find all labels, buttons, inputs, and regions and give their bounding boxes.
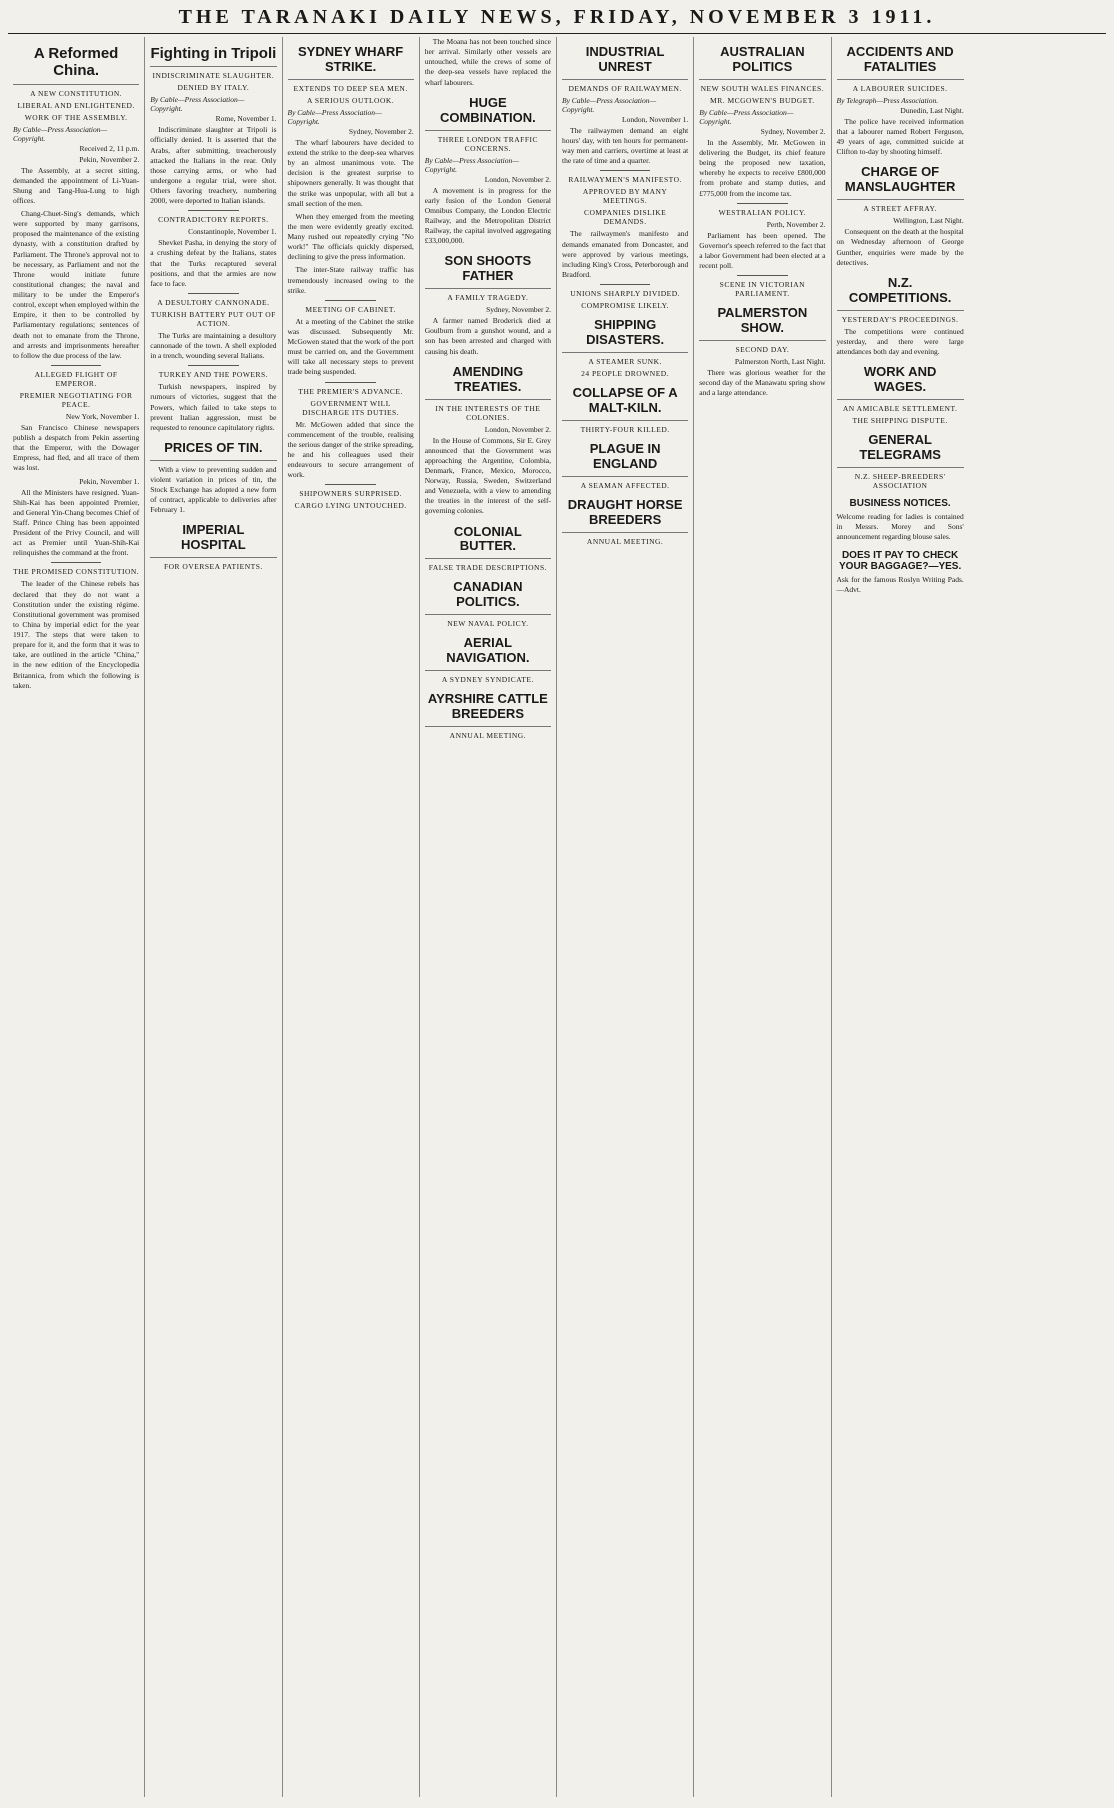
subheading: RAILWAYMEN'S MANIFESTO. xyxy=(568,175,682,185)
subheading: GOVERNMENT WILL DISCHARGE ITS DUTIES. xyxy=(302,398,400,417)
subheading: MR. MCGOWEN'S BUDGET. xyxy=(710,95,815,105)
column-1 xyxy=(8,37,145,1797)
dateline: London, November 1. xyxy=(622,114,689,124)
subheading: TURKISH BATTERY PUT OUT OF ACTION. xyxy=(150,309,276,328)
paragraph: San Francisco Chinese newspapers publish a despatch from Pekin asserting that the Emperor, with the Dowager Empress, had fled, and all trace of them was lost. xyxy=(13,422,140,473)
subheading: THIRTY-FOUR KILLED. xyxy=(580,424,670,434)
headline: N.Z. COMPETITIONS. xyxy=(837,274,964,311)
headline: Fighting in Tripoli xyxy=(150,43,276,67)
dateline: Wellington, Last Night. xyxy=(893,216,964,226)
divider xyxy=(600,170,651,171)
paragraph: The competitions were continued yesterday, and there were large attendances both day and evening. xyxy=(836,326,964,356)
headline: AUSTRALIAN POLITICS xyxy=(699,43,825,80)
paragraph: There was glorious weather for the second day of the Manawatu spring show and a large attendance. xyxy=(699,368,826,398)
subheading: DEMANDS OF RAILWAYMEN. xyxy=(568,83,682,93)
dateline: Constantinople, November 1. xyxy=(188,227,277,237)
paragraph: All the Ministers have resigned. Yuan-Shih-Kai has been appointed Premier, and General Yin-Chang becomes Chief of Staff. Prince Ching has been appointed President of the Privy Council, and will act as Premier until Yuan-Shih-Kai relinquishes the command at the front. xyxy=(13,487,140,558)
divider xyxy=(600,284,651,285)
divider xyxy=(51,365,102,366)
columns xyxy=(8,37,1106,1797)
subheading: A SEAMAN AFFECTED. xyxy=(580,480,670,490)
subheading: NEW NAVAL POLICY. xyxy=(447,619,529,629)
paragraph: The Turks are maintaining a desultory cannonade of the town. A shell exploded in a trench, wounding several Italians. xyxy=(150,330,277,361)
paragraph: The railwaymen demand an eight hours' day, with ten hours for permanent-way men and carriers, overtime at least at the rate of time and a quarter. xyxy=(562,125,689,166)
subheading: MEETING OF CABINET. xyxy=(305,304,396,314)
column-5 xyxy=(557,37,694,1797)
paragraph: A farmer named Broderick died at Goulburn from a gunshot wound, and a son has been arrested and charged with causing his death. xyxy=(424,316,551,356)
byline: By Cable—Press Association—Copyright. xyxy=(150,95,245,114)
column-4 xyxy=(420,37,557,1797)
dateline: Pekin, November 1. xyxy=(79,476,140,486)
subheading: A SYDNEY SYNDICATE. xyxy=(441,675,534,685)
headline: COLONIAL BUTTER. xyxy=(425,523,551,560)
byline: By Cable—Press Association—Copyright. xyxy=(287,107,382,126)
byline: By Cable—Press Association—Copyright. xyxy=(13,124,108,143)
paragraph: Shevket Pasha, in denying the story of a crushing defeat by the Italians, states that the Turks recaptured several positions, and that the armies are now face to face. xyxy=(150,238,277,288)
paragraph: The railwaymen's manifesto and demands emanated from Doncaster, and were approved by various meetings, including King's Cross, Peterborough and Bradford. xyxy=(562,229,689,279)
paragraph: The wharf labourers have decided to extend the strike to the deep-sea wharves by an almost unanimous vote. The decision is the greatest surprise to shipowners generally. It was thought that the strike was unpopular, with all but a small section of the men. xyxy=(287,137,414,208)
headline: SON SHOOTS FATHER xyxy=(425,252,551,289)
dateline: Sydney, November 2. xyxy=(486,305,551,315)
byline: By Telegraph—Press Association. xyxy=(836,95,939,105)
subheading: ALLEGED FLIGHT OF EMPEROR. xyxy=(34,369,118,388)
subheading: AN AMICABLE SETTLEMENT. xyxy=(842,403,958,413)
divider xyxy=(188,210,239,211)
subheading: LIBERAL AND ENLIGHTENED. xyxy=(17,100,135,110)
headline: PALMERSTON SHOW. xyxy=(699,304,825,341)
advertisement: Welcome reading for ladies is contained in Messrs. Morey and Sons' announcement regarding blouse sales. xyxy=(836,511,964,541)
masthead: THE TARANAKI DAILY NEWS, FRIDAY, NOVEMBER 3 1911. xyxy=(8,6,1106,34)
dateline: London, November 2. xyxy=(484,424,551,434)
paragraph: The police have received information that a labourer named Robert Ferguson, 49 years of age, committed suicide at Clifton to-day by shooting himself. xyxy=(836,116,964,157)
subheading: 24 PEOPLE DROWNED. xyxy=(581,368,670,378)
dateline: Sydney, November 2. xyxy=(760,126,826,136)
dateline: Perth, November 2. xyxy=(766,219,826,229)
subheading: ANNUAL MEETING. xyxy=(586,536,664,546)
subheading: ANNUAL MEETING. xyxy=(449,731,527,740)
subheading: IN THE INTERESTS OF THE COLONIES. xyxy=(435,403,541,422)
headline: CHARGE OF MANSLAUGHTER xyxy=(837,163,964,200)
headline: COLLAPSE OF A MALT-KILN. xyxy=(562,384,688,421)
byline: By Cable—Press Association—Copyright. xyxy=(562,95,657,114)
paragraph: The Assembly, at a secret sitting, demanded the appointment of Li-Yuan-Shung and Tang-Hua-Lung to high offices. xyxy=(13,165,140,205)
column-6 xyxy=(694,37,831,1797)
paragraph: With a view to preventing sudden and violent variation in prices of tin, the Stock Exchange has adopted a new form of contract, applicable to deliveries after February 1. xyxy=(150,464,277,515)
paragraph: A movement is in progress for the early fusion of the London General Omnibus Company, the London Electric Railway, and the Metropolitan District Railway, the capital involved aggregating £33,000,000. xyxy=(424,185,551,246)
headline: AERIAL NAVIGATION. xyxy=(425,634,551,671)
subheading: THE PREMIER'S ADVANCE. xyxy=(298,386,403,396)
headline: ACCIDENTS AND FATALITIES xyxy=(837,43,964,80)
column-2 xyxy=(145,37,282,1797)
business-notices-heading: BUSINESS NOTICES. xyxy=(849,497,951,509)
dateline: Rome, November 1. xyxy=(215,114,277,124)
subheading: A STREET AFFRAY. xyxy=(863,204,937,214)
subheading: INDISCRIMINATE SLAUGHTER. xyxy=(152,71,275,81)
headline: PLAGUE IN ENGLAND xyxy=(562,440,688,477)
headline: GENERAL TELEGRAMS xyxy=(837,431,964,468)
headline: AYRSHIRE CATTLE BREEDERS xyxy=(425,690,551,727)
subheading: A NEW CONSTITUTION. xyxy=(30,88,123,98)
headline: CANADIAN POLITICS. xyxy=(425,578,551,615)
subheading: WESTRALIAN POLICY. xyxy=(718,207,807,217)
headline: WORK AND WAGES. xyxy=(837,363,964,400)
divider xyxy=(325,382,376,383)
paragraph: The Moana has not been touched since her arrival. Similarly other vessels are untouched, while the crews of some of the deep-sea vessels have replaced the wharf labourers. xyxy=(424,37,551,87)
received-line: Received 2, 11 p.m. xyxy=(79,143,140,153)
subheading: PREMIER NEGOTIATING FOR PEACE. xyxy=(19,390,133,409)
headline: DRAUGHT HORSE BREEDERS xyxy=(562,496,688,533)
subheading: CONTRADICTORY REPORTS. xyxy=(158,215,269,225)
paragraph: At a meeting of the Cabinet the strike was discussed. Subsequently Mr. McGowen stated that the work of the port must be carried on, and the Government will take all necessary steps to prevent trade being suspended. xyxy=(287,316,414,377)
subheading: N.Z. SHEEP-BREEDERS' ASSOCIATION xyxy=(854,471,946,490)
headline: HUGE COMBINATION. xyxy=(425,94,551,131)
subheading: CARGO LYING UNTOUCHED. xyxy=(294,501,407,511)
subheading: THREE LONDON TRAFFIC CONCERNS. xyxy=(437,134,539,153)
subheading: FALSE TRADE DESCRIPTIONS. xyxy=(428,563,548,573)
subheading: COMPROMISE LIKELY. xyxy=(581,301,669,310)
dateline: Dunedin, Last Night. xyxy=(900,105,964,115)
headline: SYDNEY WHARF STRIKE. xyxy=(288,43,414,80)
dateline: London, November 2. xyxy=(484,174,551,184)
paragraph: Mr. McGowen added that since the commencement of the trouble, realising the serious danger of the strike spreading, he and his colleagues used their endeavours to secure arrangement of work. xyxy=(287,419,414,480)
byline: By Cable—Press Association—Copyright. xyxy=(424,155,519,174)
divider xyxy=(188,365,239,366)
subheading: SECOND DAY. xyxy=(735,345,790,354)
subheading: A DESULTORY CANNONADE. xyxy=(157,297,270,307)
subheading: SHIPOWNERS SURPRISED. xyxy=(299,489,402,499)
divider xyxy=(737,275,788,276)
subheading: EXTENDS TO DEEP SEA MEN. xyxy=(293,83,408,93)
headline: A Reformed China. xyxy=(13,43,139,85)
byline: By Cable—Press Association—Copyright. xyxy=(699,107,794,126)
column-7 xyxy=(832,37,969,1797)
subheading: DENIED BY ITALY. xyxy=(177,83,250,93)
paragraph: Consequent on the death at the hospital on Wednesday afternoon of George Gunther, enquiries were made by the detectives. xyxy=(836,227,964,267)
headline: SHIPPING DISASTERS. xyxy=(562,316,688,353)
paragraph: When they emerged from the meeting the men were evidently greatly excited. Many rushed out repeatedly crying "No work!" The officials quickly dispersed, declining to give the press information. xyxy=(287,211,414,262)
divider xyxy=(51,562,102,563)
advertisement-heading: DOES IT PAY TO CHECK YOUR BAGGAGE?—YES. xyxy=(839,550,962,573)
paragraph: Parliament has been opened. The Governor's speech referred to the fact that a labor Government had been elected at a recent poll. xyxy=(699,230,826,270)
headline: AMENDING TREATIES. xyxy=(425,363,551,400)
column-3 xyxy=(283,37,420,1797)
paragraph: Indiscriminate slaughter at Tripoli is officially denied. It is asserted that the Arabs, after submitting, treacherously attacked the Italians in the rear. Only those carrying arms, or who had undergone a regular trial, were shot. Others favoring treachery, numbering 2000, were deported to Italian islands. xyxy=(150,125,277,206)
subheading: A FAMILY TRAGEDY. xyxy=(447,293,529,303)
divider xyxy=(737,203,788,204)
divider xyxy=(325,484,376,485)
headline: IMPERIAL HOSPITAL xyxy=(150,521,276,558)
paragraph: The leader of the Chinese rebels has declared that they do not want a Constitution under the existing régime. Constitutional government was promised to China by imperial edict for the year 1917. The steps that were taken to prepare for it, and the form that it was to take, are outlined in the article "China," in the new edition of the Encyclopedia Britannica, from which the following is taken. xyxy=(13,579,140,690)
paragraph: Turkish newspapers, inspired by rumours of victories, suggest that the Powers, which failed to take steps to prevent Italian aggression, must be requested to renounce capitulatory rights. xyxy=(150,382,277,432)
subheading: WORK OF THE ASSEMBLY. xyxy=(24,112,128,122)
dateline: Pekin, November 2. xyxy=(79,154,140,164)
subheading: A SERIOUS OUTLOOK. xyxy=(307,95,395,105)
subheading: FOR OVERSEA PATIENTS. xyxy=(163,562,263,572)
subheading: COMPANIES DISLIKE DEMANDS. xyxy=(584,208,667,227)
headline: INDUSTRIAL UNREST xyxy=(562,43,688,80)
headline: PRICES OF TIN. xyxy=(150,439,276,461)
dateline: Palmerston North, Last Night. xyxy=(734,357,826,366)
subheading: THE PROMISED CONSTITUTION. xyxy=(13,567,140,577)
paragraph: The inter-State railway traffic has tremendously increased owing to the strike. xyxy=(287,265,414,295)
paragraph: Chang-Chuet-Sing's demands, which were supported by many garrisons, proposed the maintenance of the existing dynasty, with a constitution drafted by Parliament. The Throne's approval not to be necessary, as Parliament and not the Throne would initiate future constitutional changes; the naval and military to be under the Emperor's control, except when employed within the Empire, it then to be controlled by Parliamentary regulations; sentences of death not to emanate from the Throne, and arrests and imprisonments hereafter to follow the due process of the law. xyxy=(13,209,140,360)
subheading: TURKEY AND THE POWERS. xyxy=(158,370,269,380)
divider xyxy=(188,293,239,294)
advertisement: Ask for the famous Roslyn Writing Pads.—Advt. xyxy=(836,575,964,595)
subheading: SCENE IN VICTORIAN PARLIAMENT. xyxy=(719,280,806,299)
subheading: THE SHIPPING DISPUTE. xyxy=(852,415,948,425)
paragraph: In the Assembly, Mr. McGowen in delivering the Budget, its chief feature being the proposed new taxation, whereby he expects to receive £800,000 from probate and stamp duties, and £775,000 from the income tax. xyxy=(699,137,826,198)
divider xyxy=(325,300,376,301)
dateline: Sydney, November 2. xyxy=(348,126,414,136)
dateline: New York, November 1. xyxy=(65,411,140,421)
subheading: A STEAMER SUNK. xyxy=(588,356,662,366)
subheading: UNIONS SHARPLY DIVIDED. xyxy=(570,289,681,298)
subheading: A LABOURER SUICIDES. xyxy=(852,83,948,93)
subheading: APPROVED BY MANY MEETINGS. xyxy=(582,187,668,206)
paragraph: In the House of Commons, Sir E. Grey announced that the Government was approaching the Argentine, Colombia, Denmark, France, Mexico, Morocco, Norway, Russia, Sweden, Switzerland and Venezuela, with a view to amending the treaties in the interest of the self-governing colonies. xyxy=(424,435,551,516)
subheading: YESTERDAY'S PROCEEDINGS. xyxy=(841,314,959,324)
subheading: NEW SOUTH WALES FINANCES. xyxy=(700,83,825,93)
